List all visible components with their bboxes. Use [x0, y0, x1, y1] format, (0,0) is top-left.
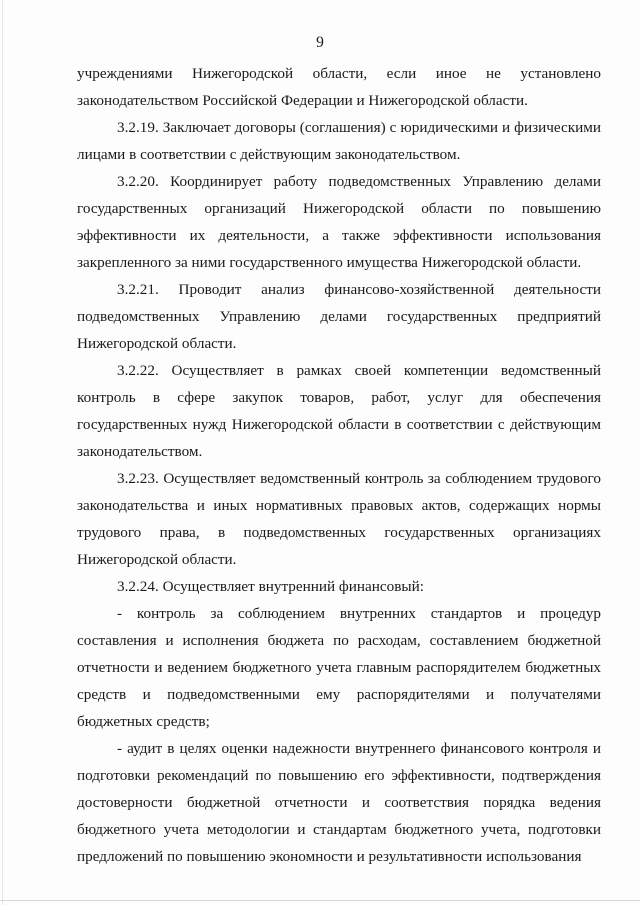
- scan-edge-left: [2, 0, 3, 905]
- list-item-control: - контроль за соблюдением внутренних стандартов и процедур составления и исполнения бюджета по расходам, составлением бюджетной отчетности и ведением бюджетного учета главным распорядителем бюджетных средств и подведомственными ему распорядителями и получателями бюджетных средств;: [77, 605, 601, 730]
- paragraph-3-2-22: 3.2.22. Осуществляет в рамках своей компетенции ведомственный контроль в сфере закупок товаров, работ, услуг для обеспечения государственных нужд Нижегородской области в соответствии с действующим законодательством.: [77, 362, 601, 460]
- page-number: 9: [316, 34, 324, 51]
- paragraph-3-2-23: 3.2.23. Осуществляет ведомственный контроль за соблюдением трудового законодательства и иных нормативных правовых актов, содержащих нормы трудового права, в подведомственных государственных организациях Нижегородской области.: [77, 470, 601, 568]
- paragraph-3-2-20: 3.2.20. Координирует работу подведомственных Управлению делами государственных организаций Нижегородской области по повышению эффективности их деятельности, а также эффективности использования закрепленного за ними государственного имущества Нижегородской области.: [77, 173, 601, 271]
- paragraph-3-2-21: 3.2.21. Проводит анализ финансово-хозяйственной деятельности подведомственных Управлению делами государственных предприятий Нижегородской области.: [77, 281, 601, 352]
- paragraph-3-2-24: 3.2.24. Осуществляет внутренний финансовый:: [117, 578, 424, 595]
- paragraph-3-2-19: 3.2.19. Заключает договоры (соглашения) с юридическими и физическими лицами в соответствии с действующим законодательством.: [77, 119, 601, 163]
- document-body: [77, 60, 601, 870]
- paragraph-continuation: учреждениями Нижегородской области, если иное не установлено законодательством Российской Федерации и Нижегородской области.: [77, 65, 601, 109]
- scan-edge-bottom: [0, 900, 640, 901]
- list-item-audit: - аудит в целях оценки надежности внутреннего финансового контроля и подготовки рекомендаций по повышению его эффективности, подтверждения достоверности бюджетной отчетности и соответствия порядка ведения бюджетного учета методологии и стандартам бюджетного учета, подготовки предложений по повышению экономности и результативности использования: [77, 740, 601, 865]
